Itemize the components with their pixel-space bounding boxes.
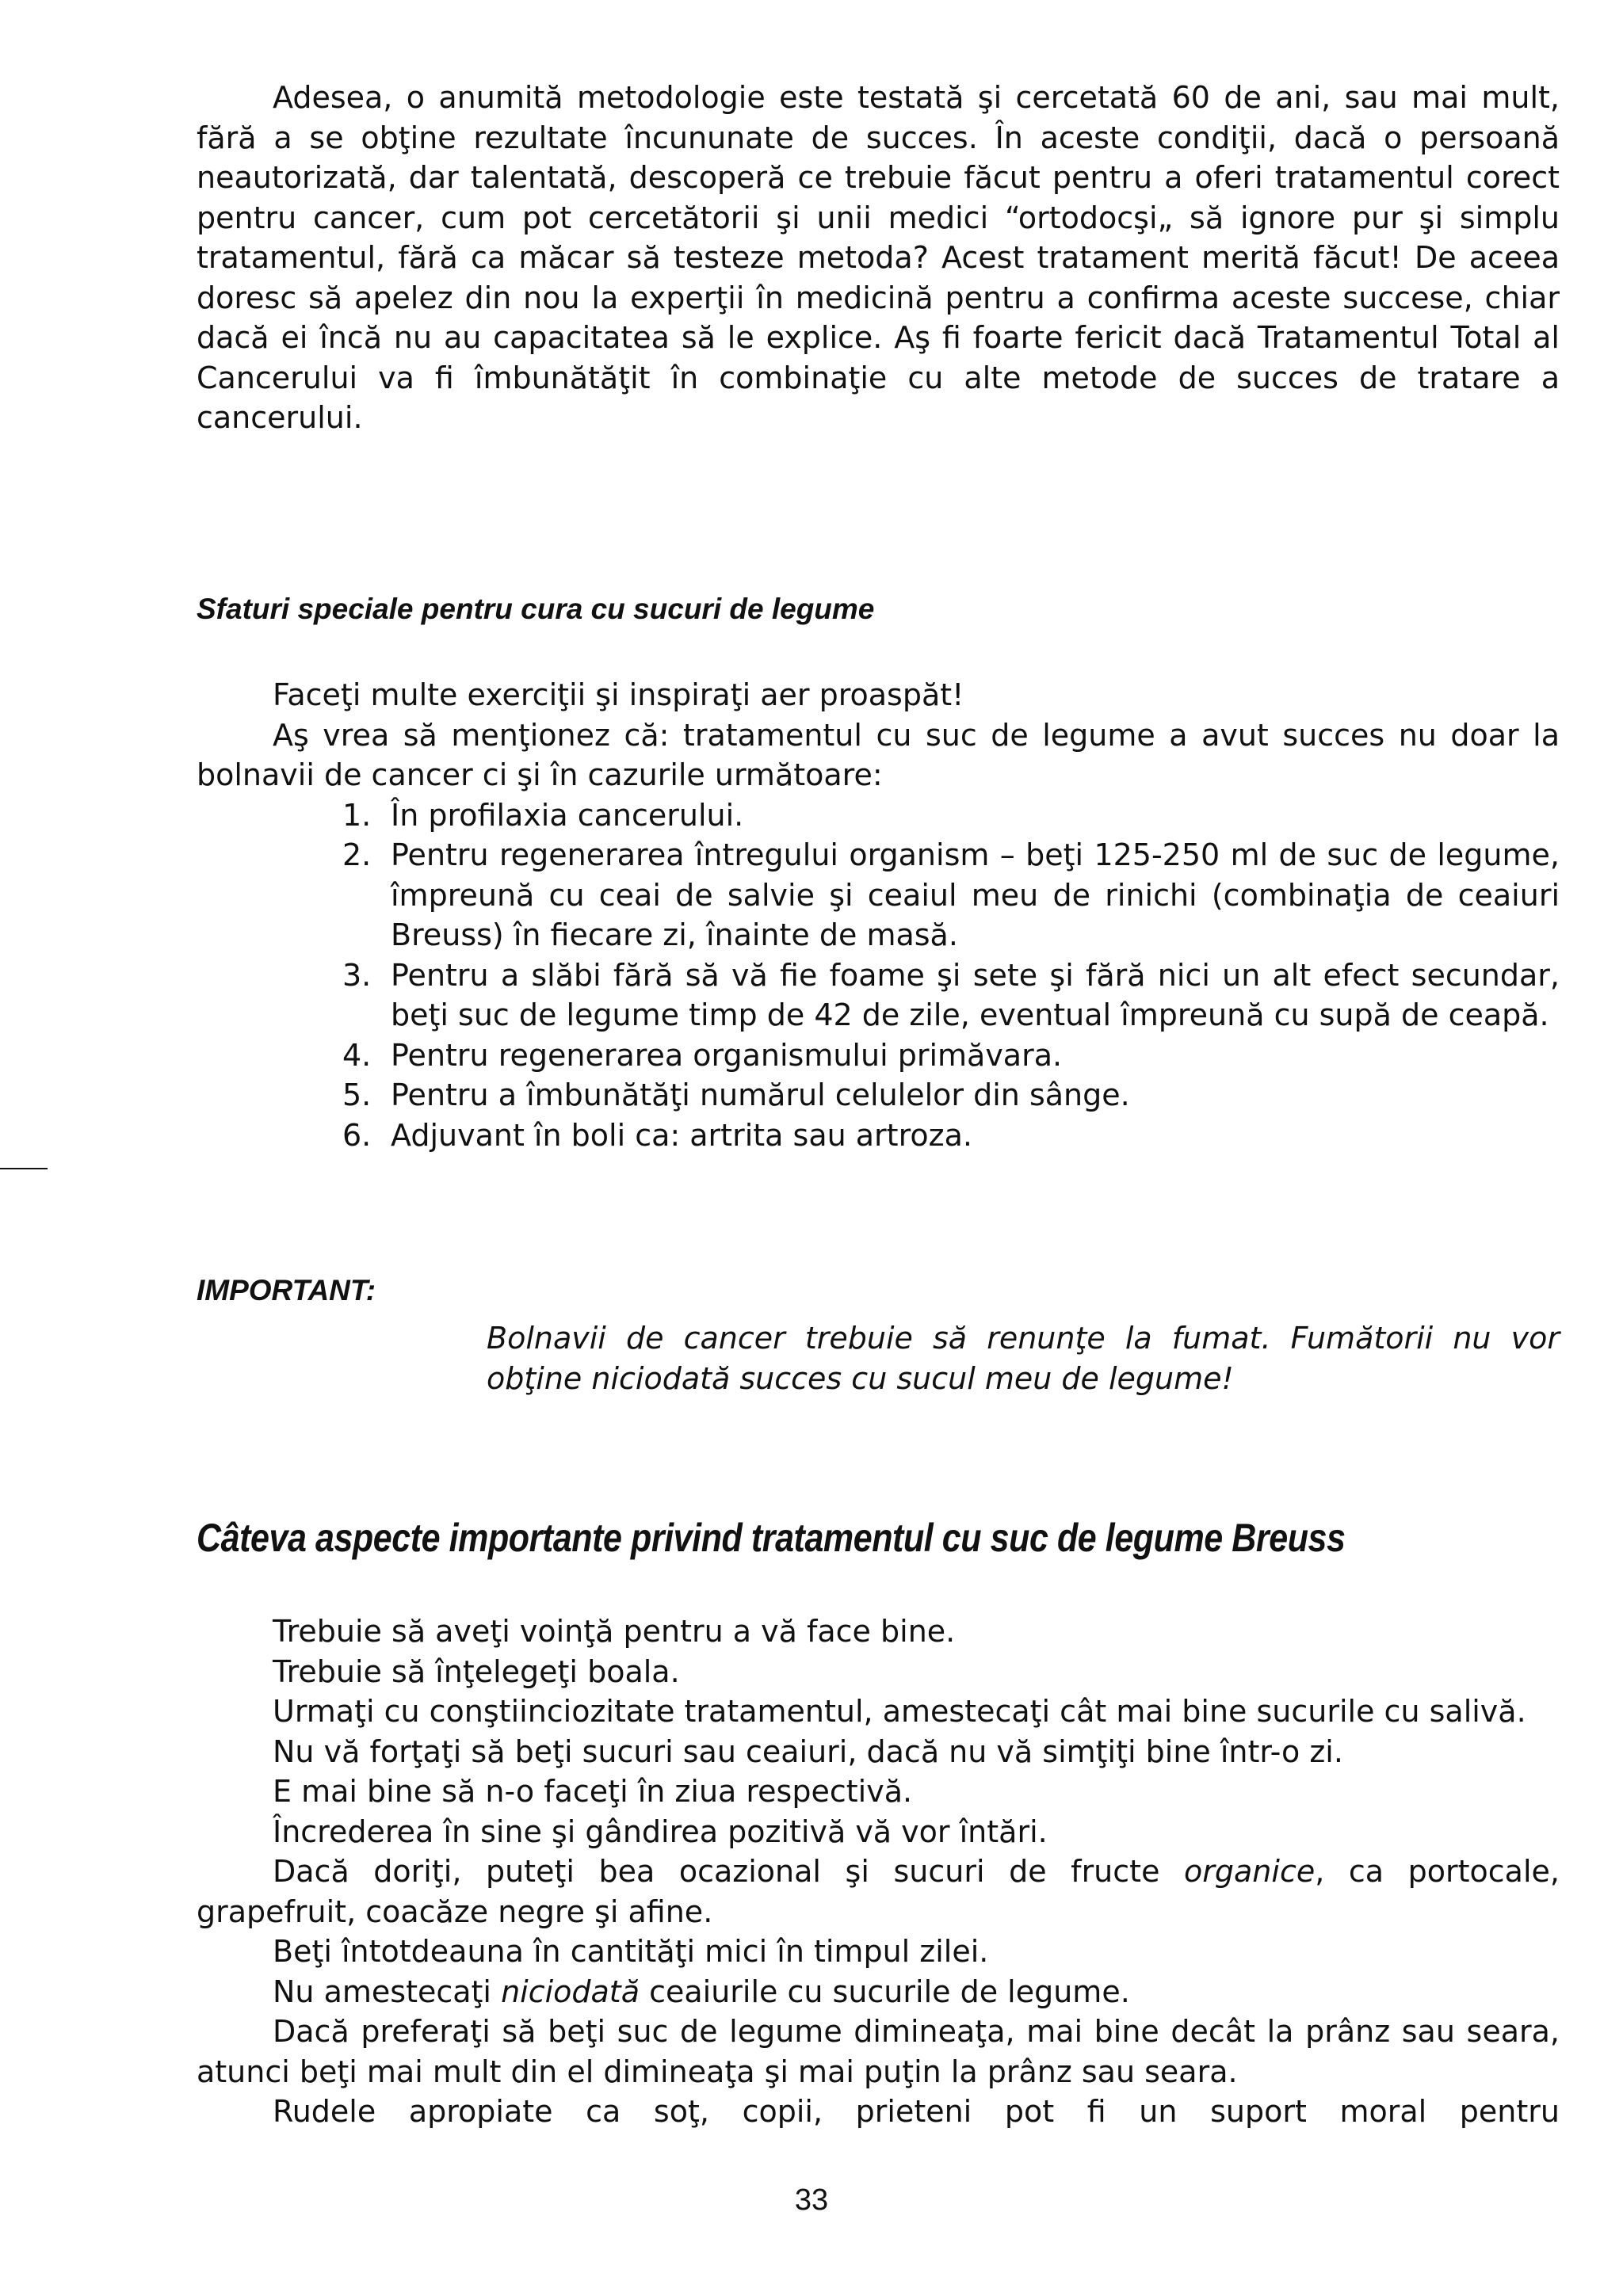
special-advice-section [197, 675, 1560, 1155]
margin-divider [0, 1168, 48, 1169]
aspect-line: Încrederea în sine şi gândirea pozitivă vă vor întări. [273, 1814, 1048, 1849]
list-item [197, 1075, 1560, 1116]
list-item [197, 835, 1560, 955]
aspect-emphasis: organice [1184, 1854, 1316, 1889]
aspect-text: ceaiurile cu sucurile de legume. [640, 1974, 1130, 2009]
aspect-line [197, 1972, 1560, 2012]
list-item [197, 795, 1560, 836]
special-advice-heading: Sfaturi speciale pentru cura cu sucuri de legume [197, 593, 875, 625]
aspect-line: Beţi întotdeauna în cantităţi mici în timpul zilei. [273, 1934, 989, 1969]
aspect-line: Nu vă forţaţi să beţi sucuri sau ceaiuri, dacă nu vă simţiţi bine într-o zi. [273, 1733, 1343, 1769]
important-text: Bolnavii de cancer trebuie să renunţe la fumat. Fumătorii nu vor obţine niciodată succes cu sucul meu de legume! [487, 1321, 1560, 1396]
list-item [197, 1035, 1560, 1076]
cases-list [197, 795, 1560, 1156]
aspect-text: Dacă doriţi, puteţi bea ocazional şi sucuri de fructe [273, 1854, 1185, 1889]
list-item-number: 3. [342, 957, 372, 993]
aspects-heading: Câteva aspecte importante privind tratamentul cu suc de legume Breuss [197, 1516, 1346, 1560]
aspect-line [197, 1852, 1560, 1932]
intro-paragraph: Adesea, o anumită metodologie este testată şi cercetată 60 de ani, sau mai mult, fără a se obţine rezultate încununate de succes. În aceste condiţii, dacă o persoană neautorizată, dar talentată, descoperă ce trebuie făcut pentru a oferi tratamentul corect pentru cancer, cum pot cercetătorii şi unii medici “ortodocşi„ să ignore pur şi simplu tratamentul, fără ca măcar să testeze metoda? Acest tratament merită făcut! De aceea doresc să apelez din nou la experţii în medicină pentru a confirma aceste succese, chiar dacă ei încă nu au capacitatea să le explice. Aş fi foarte fericit dacă Tratamentul Total al Cancerului va fi îmbunătăţit în combinaţie cu alte metode de succes de tratare a cancerului. [197, 80, 1560, 435]
list-item-number: 2. [342, 837, 372, 872]
list-item-number: 6. [342, 1117, 372, 1153]
aspect-line: Dacă preferaţi să beţi suc de legume dimineaţa, mai bine decât la prânz sau seara, atunci beţi mai mult din el dimineaţa şi mai puţin la prânz sau seara. [197, 2014, 1560, 2089]
aspect-text: , ca portocale, grapefruit, coacăze negre şi afine. [197, 1854, 1560, 1929]
aspect-text: Nu amestecaţi [273, 1974, 502, 2009]
list-item-text: Pentru a slăbi fără să vă fie foame şi sete şi fără nici un alt efect secundar, beţi suc de legume timp de 42 de zile, eventual împreună cu supă de ceapă. [391, 957, 1560, 1032]
page-number: 33 [794, 2183, 829, 2217]
aspect-line: Trebuie să înţelegeţi boala. [273, 1653, 680, 1689]
aspect-line: E mai bine să n-o faceţi în ziua respectivă. [273, 1774, 913, 1809]
list-item-text: În profilaxia cancerului. [391, 797, 744, 833]
list-item-text: Adjuvant în boli ca: artrita sau artroza. [391, 1117, 972, 1153]
list-item-text: Pentru regenerarea întregului organism – beţi 125-250 ml de suc de legume, împreună cu ceai de salvie şi ceaiul meu de rinichi (combinaţia de ceaiuri Breuss) în fiecare zi, înainte de masă. [391, 837, 1560, 952]
list-item-number: 1. [342, 797, 372, 833]
special-advice-paragraph-2: Aş vrea să menţionez că: tratamentul cu suc de legume a avut succes nu doar la bolnavii de cancer ci şi în cazurile următoare: [197, 717, 1560, 792]
list-item-text: Pentru a îmbunătăţi numărul celulelor din sânge. [391, 1077, 1130, 1112]
important-label: IMPORTANT: [197, 1274, 376, 1306]
list-item-text: Pentru regenerarea organismului primăvara. [391, 1037, 1063, 1073]
special-advice-paragraph-1: Faceţi multe exerciţii şi inspiraţi aer proaspăt! [273, 677, 964, 712]
list-item-number: 4. [342, 1037, 372, 1073]
list-item [197, 955, 1560, 1035]
aspects-section [197, 1611, 1560, 2132]
list-item-number: 5. [342, 1077, 372, 1112]
list-item [197, 1116, 1560, 1156]
intro-block [197, 78, 1560, 438]
aspect-line: Rudele apropiate ca soţ, copii, prieteni pot fi un suport moral pentru [273, 2094, 1560, 2129]
aspect-line: Urmaţi cu conştiinciozitate tratamentul, amestecaţi cât mai bine sucurile cu salivă. [273, 1694, 1526, 1729]
aspect-line: Trebuie să aveţi voinţă pentru a vă face bine. [273, 1614, 956, 1649]
aspect-emphasis: niciodată [501, 1974, 640, 2009]
